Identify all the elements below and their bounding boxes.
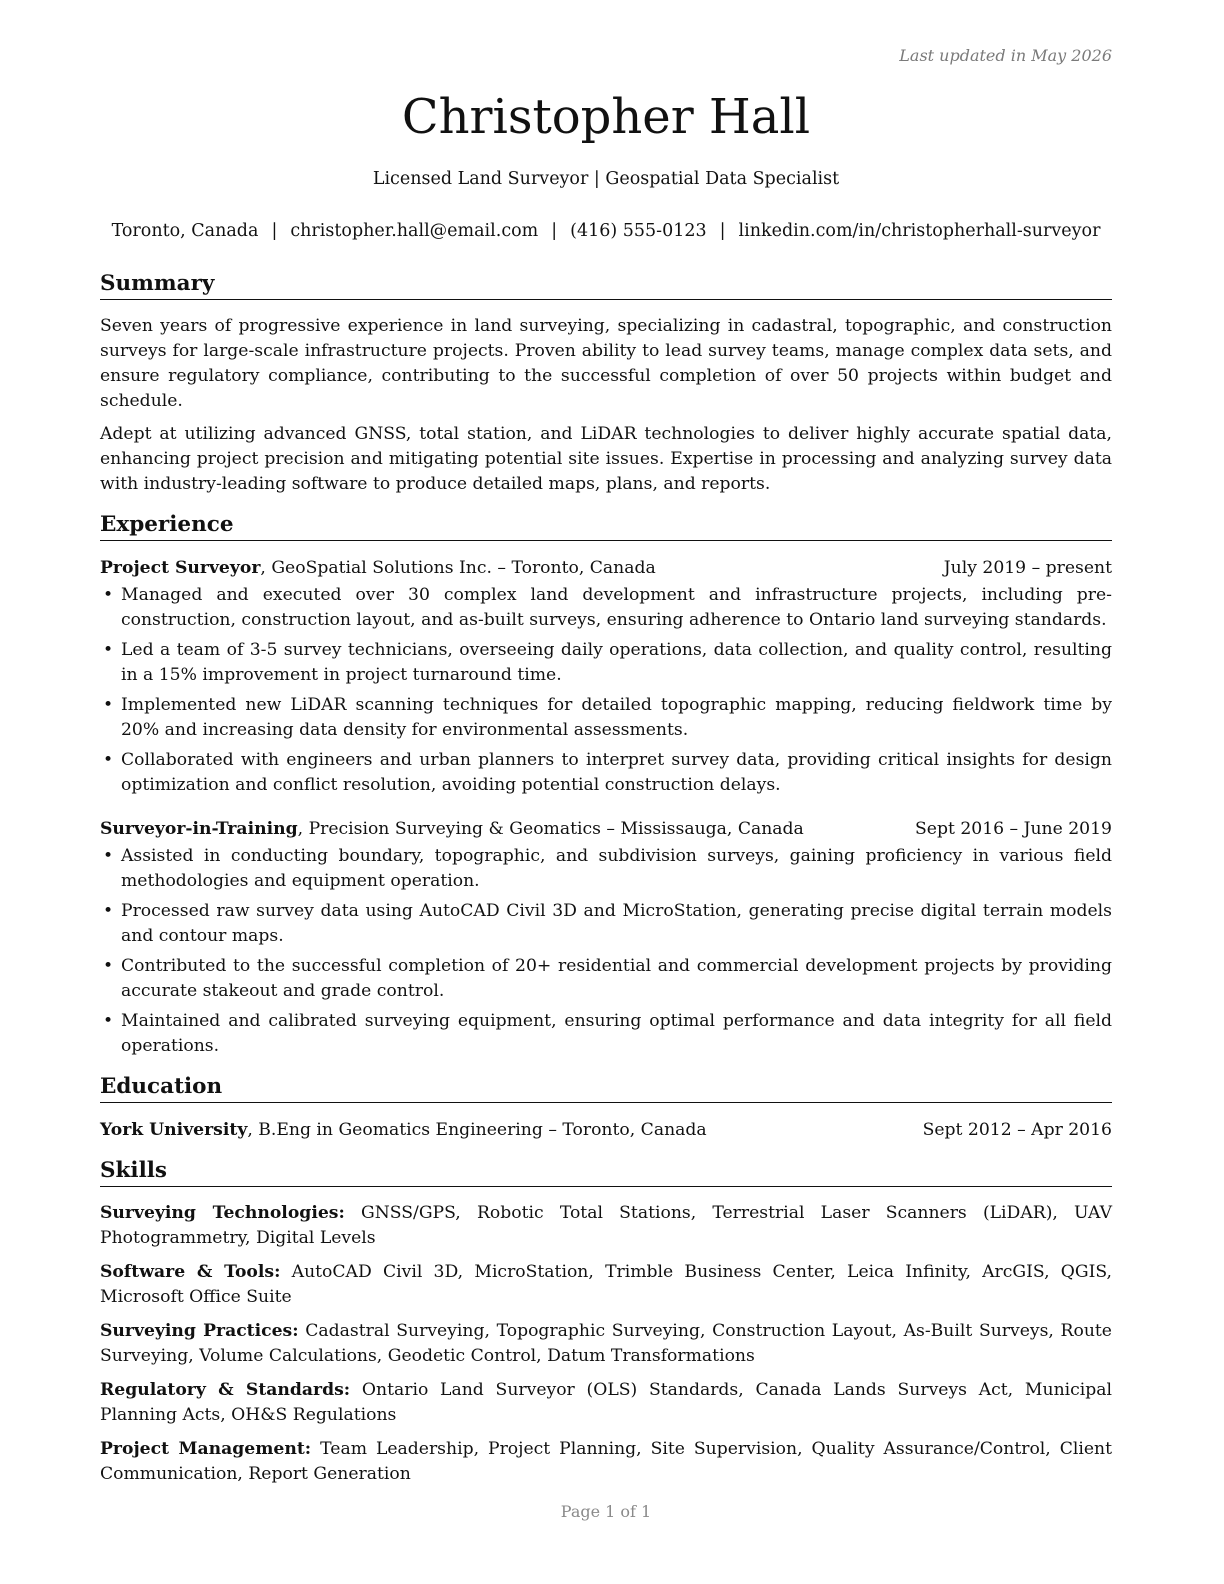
bullet-icon: •	[103, 750, 114, 770]
experience-entry	[100, 555, 1112, 798]
bullet-text: Contributed to the successful completion of 20+ residential and commercial development projects by providing accurate stakeout and grade control.	[121, 956, 1112, 1001]
experience-role-org	[100, 816, 804, 842]
experience-role-org	[100, 555, 656, 581]
bullet-text: Collaborated with engineers and urban planners to interpret survey data, providing critical insights for design optimization and conflict resolution, avoiding potential construction delays.	[121, 750, 1112, 795]
skill-text: Ontario Land Surveyor (OLS) Standards, Canada Lands Surveys Act, Municipal Planning Acts, OH&S Regulations	[100, 1380, 1113, 1425]
bullet-icon: •	[103, 956, 114, 976]
contact-location: Toronto, Canada	[111, 221, 259, 241]
experience-org: , Precision Surveying & Geomatics – Mississauga, Canada	[297, 819, 804, 839]
skill-row	[100, 1319, 1112, 1369]
list-item	[100, 844, 1112, 894]
section-title-summary: Summary	[100, 270, 1112, 300]
education-body	[100, 1117, 1112, 1143]
bullet-icon: •	[103, 1011, 114, 1031]
bullet-icon: •	[103, 846, 114, 866]
section-title-experience: Experience	[100, 511, 1112, 541]
bullet-text: Implemented new LiDAR scanning techniques for detailed topographic mapping, reducing fieldwork time by 20% and increasing data density for environmental assessments.	[121, 695, 1112, 740]
list-item	[100, 583, 1112, 633]
skill-label: Surveying Practices:	[100, 1321, 299, 1341]
skill-label: Project Management:	[100, 1439, 312, 1459]
education-entry	[100, 1117, 1112, 1143]
skills-body	[100, 1201, 1112, 1487]
summary-section	[100, 270, 1112, 497]
candidate-name: Christopher Hall	[401, 89, 811, 145]
contact-phone: (416) 555-0123	[570, 221, 707, 241]
experience-bullets	[100, 583, 1112, 798]
list-item	[100, 748, 1112, 798]
list-item	[100, 638, 1112, 688]
education-school-detail	[100, 1117, 707, 1143]
tagline: Licensed Land Surveyor | Geospatial Data Specialist	[372, 169, 840, 189]
bullet-text: Assisted in conducting boundary, topographic, and subdivision surveys, gaining proficiency in various field methodologies and equipment operation.	[121, 846, 1112, 891]
skill-row	[100, 1201, 1112, 1251]
skill-text: Cadastral Surveying, Topographic Surveying, Construction Layout, As-Built Surveys, Route Surveying, Volume Calculations, Geodetic Control, Datum Transformations	[100, 1321, 1112, 1366]
skill-row	[100, 1260, 1112, 1310]
bullet-icon: •	[103, 695, 114, 715]
experience-section	[100, 511, 1112, 1059]
experience-org: , GeoSpatial Solutions Inc. – Toronto, Canada	[260, 558, 656, 578]
skill-text: GNSS/GPS, Robotic Total Stations, Terrestrial Laser Scanners (LiDAR), UAV Photogrammetry, Digital Levels	[100, 1203, 1112, 1248]
experience-entry-header	[100, 816, 1112, 842]
skill-label: Surveying Technologies:	[100, 1203, 345, 1223]
contact-line	[100, 218, 1112, 244]
experience-dates: July 2019 – present	[943, 558, 1112, 578]
skills-section	[100, 1157, 1112, 1487]
experience-role: Surveyor-in-Training	[100, 819, 298, 839]
bullet-icon: •	[103, 901, 114, 921]
education-school: York University	[100, 1120, 248, 1140]
list-item	[100, 899, 1112, 949]
education-section	[100, 1073, 1112, 1143]
skill-label: Regulatory & Standards:	[100, 1380, 351, 1400]
bullet-text: Managed and executed over 30 complex land development and infrastructure projects, including pre-construction, construction layout, and as-built surveys, ensuring adherence to Ontario land surveying standards.	[121, 585, 1112, 630]
bullet-text: Led a team of 3-5 survey technicians, overseeing daily operations, data collection, and quality control, resulting in a 15% improvement in project turnaround time.	[121, 640, 1112, 685]
skill-text: AutoCAD Civil 3D, MicroStation, Trimble Business Center, Leica Infinity, ArcGIS, QGIS, Microsoft Office Suite	[100, 1262, 1112, 1307]
education-detail: , B.Eng in Geomatics Engineering – Toronto, Canada	[247, 1120, 707, 1140]
bullet-icon: •	[103, 640, 114, 660]
skill-row	[100, 1378, 1112, 1428]
bullet-icon: •	[103, 585, 114, 605]
section-title-skills: Skills	[100, 1157, 1112, 1187]
skill-row	[100, 1437, 1112, 1487]
bullet-text: Maintained and calibrated surveying equipment, ensuring optimal performance and data integrity for all field operations.	[121, 1011, 1112, 1056]
resume-content	[100, 270, 1112, 1496]
contact-linkedin[interactable]: linkedin.com/in/christopherhall-surveyor	[738, 221, 1101, 241]
experience-entry	[100, 816, 1112, 1059]
skill-text: Team Leadership, Project Planning, Site Supervision, Quality Assurance/Control, Client Communication, Report Generation	[100, 1439, 1113, 1484]
bullet-text: Processed raw survey data using AutoCAD Civil 3D and MicroStation, generating precise digital terrain models and contour maps.	[121, 901, 1112, 946]
contact-separator: |	[719, 221, 726, 241]
section-title-education: Education	[100, 1073, 1112, 1103]
summary-paragraph: Seven years of progressive experience in land surveying, specializing in cadastral, topographic, and construction surveys for large-scale infrastructure projects. Proven ability to lead survey teams, manage complex data sets, and ensure regulatory compliance, contributing to the successful completion of over 50 projects within budget and schedule.	[100, 316, 1112, 411]
list-item	[100, 1009, 1112, 1059]
skill-label: Software & Tools:	[100, 1262, 281, 1282]
education-dates: Sept 2012 – Apr 2016	[922, 1120, 1112, 1140]
last-updated: Last updated in May 2026	[899, 46, 1112, 65]
experience-body	[100, 555, 1112, 1059]
experience-role: Project Surveyor	[100, 558, 261, 578]
summary-body	[100, 314, 1112, 497]
experience-dates: Sept 2016 – June 2019	[915, 819, 1112, 839]
contact-email[interactable]: christopher.hall@email.com	[290, 221, 539, 241]
page-number: Page 1 of 1	[560, 1502, 652, 1521]
contact-separator: |	[551, 221, 558, 241]
summary-paragraph: Adept at utilizing advanced GNSS, total station, and LiDAR technologies to deliver highly accurate spatial data, enhancing project precision and mitigating potential site issues. Expertise in processing and analyzing survey data with industry-leading software to produce detailed maps, plans, and reports.	[100, 424, 1112, 494]
resume-page	[100, 0, 1112, 1584]
list-item	[100, 954, 1112, 1004]
contact-separator: |	[271, 221, 278, 241]
list-item	[100, 693, 1112, 743]
experience-bullets	[100, 844, 1112, 1059]
experience-entry-header	[100, 555, 1112, 581]
